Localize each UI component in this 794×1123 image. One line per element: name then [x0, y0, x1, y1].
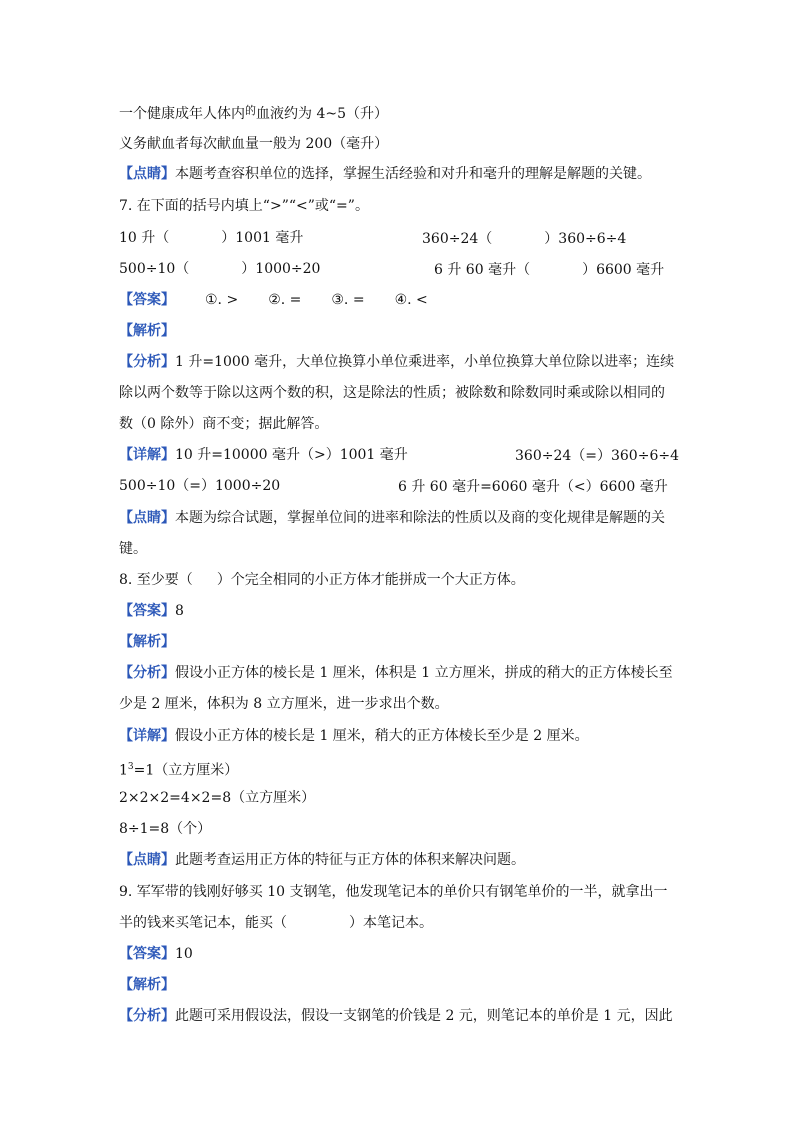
fenxi-tag: 【分析】	[119, 354, 175, 370]
q7-dianjing-2: 键。	[119, 541, 147, 557]
text-span: ）1000÷20	[241, 261, 321, 277]
jiexi-tag: 【解析】	[119, 634, 175, 650]
q8-fenxi-2: 少是 2 厘米，体积为 8 立方厘米，进一步求出个数。	[119, 696, 449, 712]
q8-answer	[119, 601, 184, 621]
q7-xiangjie-b: 360÷24（=）360÷6÷4	[515, 448, 679, 464]
answer-1: ①. >	[205, 292, 239, 308]
fenxi-tag: 【分析】	[119, 665, 175, 681]
q8-fenxi-1	[119, 663, 673, 683]
text-span: 1 升=1000 毫升，大单位换算小单位乘进率，小单位换算大单位除以进率；连续	[175, 354, 675, 370]
q7-item-d	[434, 259, 664, 279]
q8-calc-2: 2×2×2=4×2=8（立方厘米）	[119, 790, 316, 806]
answer-tag: 【答案】	[119, 946, 175, 962]
text-span: 10 升（	[119, 230, 170, 246]
q7-xiangjie-c: 500÷10（=）1000÷20	[119, 478, 281, 494]
dianjing-text: 本题考查容积单位的选择，掌握生活经验和对升和毫升的理解是解题的关键。	[175, 166, 651, 182]
q8-calc-1	[119, 757, 238, 781]
q8-xiangjie	[119, 726, 589, 746]
text-span: 此题可采用假设法，假设一支钢笔的价钱是 2 元，则笔记本的单价是 1 元，因此	[175, 1008, 673, 1024]
text-span: 360÷24（	[422, 231, 493, 247]
text-span: 1	[119, 762, 128, 779]
text-span: 6 升 60 毫升（	[434, 262, 531, 278]
text-line: 义务献血者每次献血量一般为 200（毫升）	[119, 136, 389, 152]
question-9-stem-2	[119, 913, 433, 933]
text-span: 假设小正方体的棱长是 1 厘米，稍大的正方体棱长至少是 2 厘米。	[175, 728, 589, 744]
text-span: ）360÷6÷4	[544, 231, 627, 247]
text-span: ）个完全相同的小正方体才能拼成一个大正方体。	[216, 572, 525, 588]
question-9-stem-1: 9. 军军带的钱刚好够买 10 支钢笔，他发现笔记本的单价只有钢笔单价的一半，就拿出一	[119, 884, 668, 900]
question-7-stem: 7. 在下面的括号内填上“>”“<”或“=”。	[119, 198, 369, 214]
q7-item-b	[422, 228, 626, 248]
text-span: ）1001 毫升	[221, 230, 304, 246]
q7-item-c	[119, 259, 320, 279]
q7-xiangjie-d: 6 升 60 毫升=6060 毫升（<）6600 毫升	[398, 479, 668, 495]
q7-fenxi-2: 除以两个数等于除以这两个数的积，这是除法的性质；被除数和除数同时乘或除以相同的	[119, 385, 665, 401]
text-span: 半的钱来买笔记本，能买（	[119, 915, 287, 931]
q9-answer	[119, 944, 193, 964]
q8-calc-3: 8÷1=8（个）	[119, 821, 212, 837]
answer-2: ②. =	[268, 292, 302, 308]
q8-dianjing	[119, 850, 525, 870]
q7-dianjing-1	[119, 508, 665, 528]
xiangjie-tag: 【详解】	[119, 728, 175, 744]
q7-item-a	[119, 228, 303, 248]
fenxi-tag: 【分析】	[119, 1008, 175, 1024]
text-span: 的	[245, 104, 256, 117]
question-8-stem	[119, 570, 525, 590]
text-span: 一个健康成年人体内	[119, 106, 245, 122]
answer-value: 8	[175, 603, 184, 619]
q9-fenxi-1	[119, 1006, 673, 1026]
exponent: 3	[127, 762, 134, 772]
jiexi-tag: 【解析】	[119, 977, 175, 993]
text-line	[119, 104, 388, 125]
text-span: 血液约为 4~5（升）	[256, 106, 388, 122]
text-span: ）6600 毫升	[582, 262, 665, 278]
dianjing-tag: 【点睛】	[119, 852, 175, 868]
text-span: =1（立方厘米）	[133, 762, 239, 779]
text-span: 本题为综合试题，掌握单位间的进率和除法的性质以及商的变化规律是解题的关	[175, 510, 665, 526]
q7-answer	[119, 290, 428, 310]
q7-fenxi-1	[119, 352, 674, 372]
dianjing-tag: 【点睛】	[119, 166, 175, 182]
text-span: ）本笔记本。	[349, 915, 433, 931]
answer-4: ④. <	[394, 292, 428, 308]
answer-3: ③. =	[331, 292, 365, 308]
answer-value: 10	[175, 946, 193, 962]
text-span: 500÷10（	[119, 261, 190, 277]
answer-tag: 【答案】	[119, 292, 175, 308]
q7-fenxi-3: 数（0 除外）商不变；据此解答。	[119, 416, 329, 432]
dianjing-line	[119, 164, 651, 184]
text-span: 8. 至少要（	[119, 572, 193, 588]
text-span: 假设小正方体的棱长是 1 厘米，体积是 1 立方厘米，拼成的稍大的正方体棱长至	[175, 665, 673, 681]
dianjing-tag: 【点睛】	[119, 510, 175, 526]
text-span: 此题考查运用正方体的特征与正方体的体积来解决问题。	[175, 852, 525, 868]
q7-xiangjie-1	[119, 445, 408, 465]
text-span: 10 升=10000 毫升（>）1001 毫升	[175, 447, 408, 463]
xiangjie-tag: 【详解】	[119, 447, 175, 463]
answer-tag: 【答案】	[119, 603, 175, 619]
jiexi-tag: 【解析】	[119, 323, 175, 339]
